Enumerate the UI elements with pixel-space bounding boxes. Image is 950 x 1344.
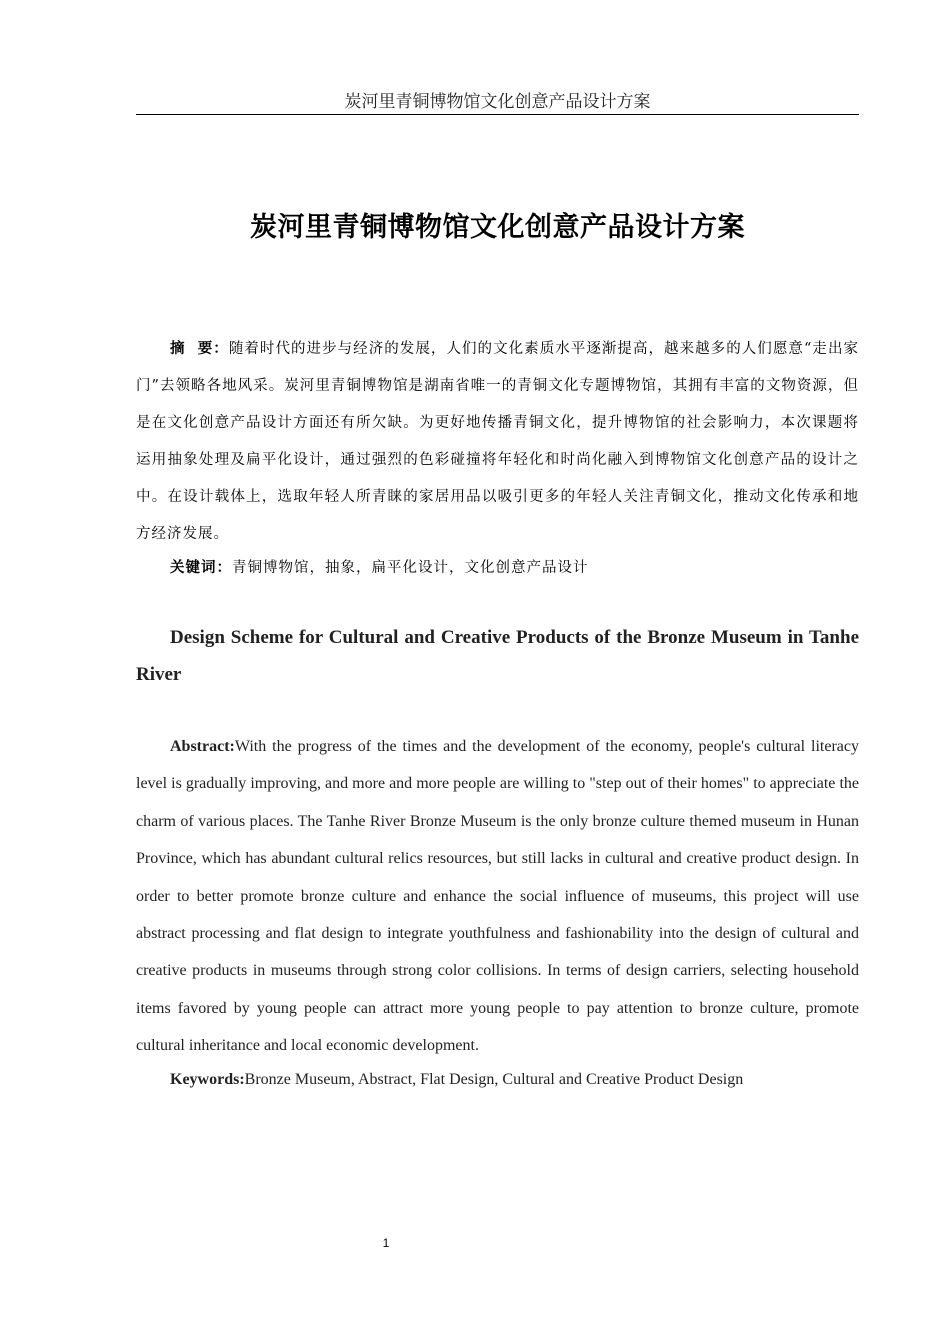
document-title: 炭河里青铜博物馆文化创意产品设计方案: [250, 212, 745, 243]
english-keywords-text: Bronze Museum, Abstract, Flat Design, Cultural and Creative Product Design: [244, 1071, 744, 1088]
chinese-keywords: [136, 551, 859, 585]
chinese-abstract: [136, 330, 859, 553]
chinese-abstract-label: 摘 要：: [170, 340, 229, 357]
chinese-abstract-text: 随着时代的进步与经济的发展，人们的文化素质水平逐渐提高，越来越多的人们愿意“走出家门”去领略各地风采。炭河里青铜博物馆是湖南省唯一的青铜文化专题博物馆，其拥有丰富的文物资源，但是在文化创意产品设计方面还有所欠缺。为更好地传播青铜文化，提升博物馆的社会影响力，本次课题将运用抽象处理及扁平化设计，通过强烈的色彩碰撞将年轻化和时尚化融入到博物馆文化创意产品的设计之中。在设计载体上，选取年轻人所青睐的家居用品以吸引更多的年轻人关注青铜文化，推动文化传承和地方经济发展。: [136, 341, 859, 542]
chinese-keywords-text: 青铜博物馆，抽象，扁平化设计，文化创意产品设计: [232, 560, 589, 576]
header-text: 炭河里青铜博物馆文化创意产品设计方案: [344, 92, 651, 112]
english-title: Design Scheme for Cultural and Creative Products of the Bronze Museum in Tanhe River: [136, 627, 859, 685]
english-keywords-label: Keywords:: [170, 1071, 245, 1088]
page-number: 1: [382, 1236, 390, 1250]
english-abstract: [136, 728, 859, 1065]
english-keywords: [136, 1064, 859, 1096]
page-header: [136, 90, 859, 115]
chinese-keywords-label: 关键词：: [170, 559, 232, 576]
english-abstract-text: With the progress of the times and the development of the economy, people's cultural literacy level is gradually improving, and more and more people are willing to "step out of their homes" to appreciate the charm of various places. The Tanhe River Bronze Museum is the only bronze culture themed museum in Hunan Province, which has abundant cultural relics resources, but still lacks in cultural and creative product design. In order to better promote bronze culture and enhance the social influence of museums, this project will use abstract processing and flat design to integrate youthfulness and fashionability into the design of cultural and creative products in museums through strong color collisions. In terms of design carriers, selecting household items favored by young people can attract more young people to pay attention to bronze culture, promote cultural inheritance and local economic development.: [136, 738, 859, 1055]
english-abstract-label: Abstract:: [170, 738, 235, 755]
